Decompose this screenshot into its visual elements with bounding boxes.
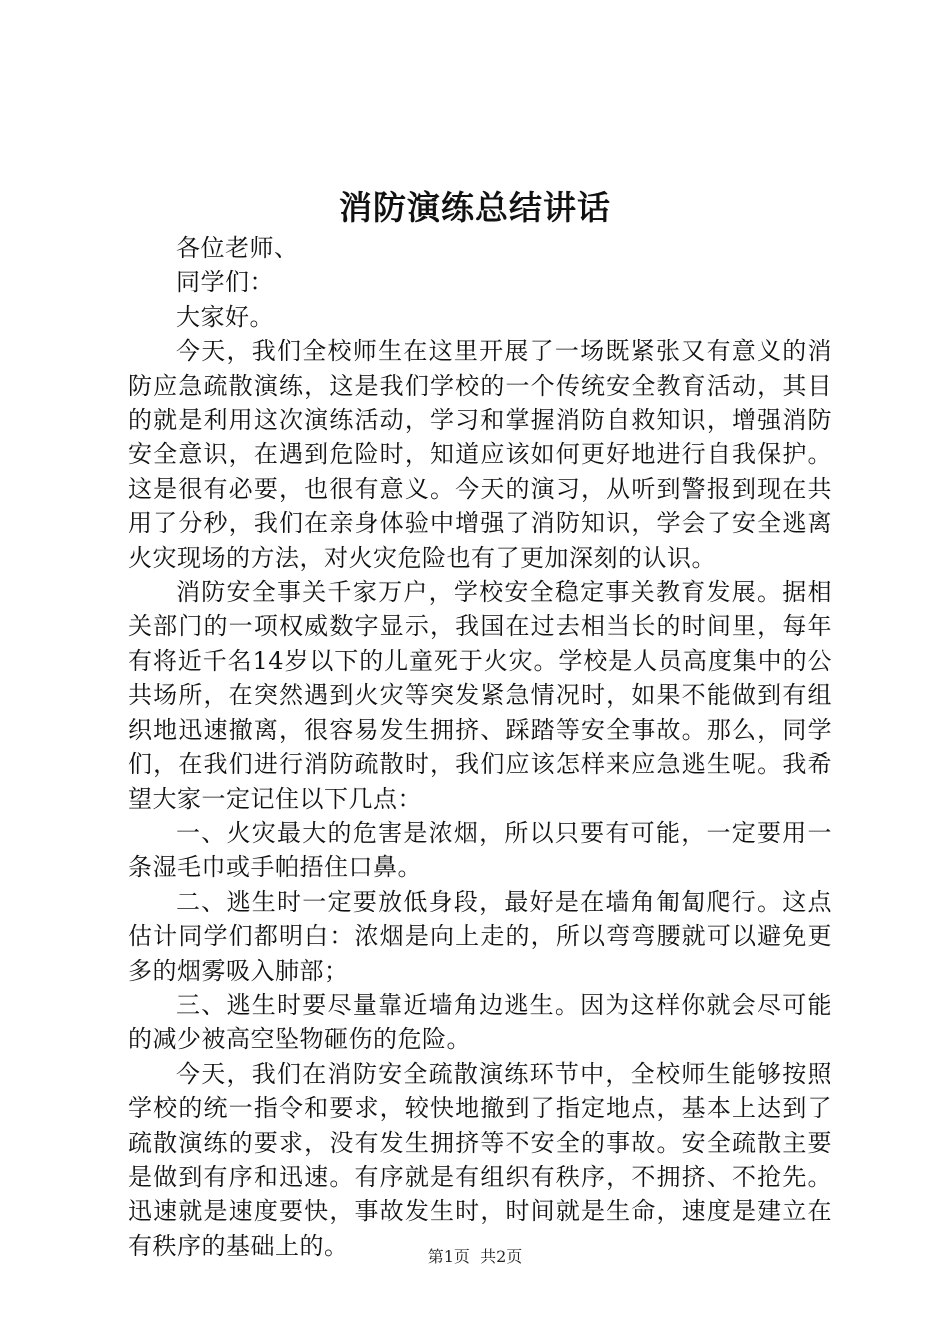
tip-one: 一、火灾最大的危害是浓烟，所以只要有可能，一定要用一条湿毛巾或手帕捂住口鼻。 <box>128 818 832 882</box>
paragraph-summary: 今天，我们在消防安全疏散演练环节中，全校师生能够按照学校的统一指令和要求，较快地撤到了指定地点，基本上达到了疏散演练的要求，没有发生拥挤等不安全的事故。安全疏散主要是做到有序和迅速。有序就是有组织有秩序，不拥挤、不抢先。迅速就是速度要快，事故发生时，时间就是生命，速度是建立在有秩序的基础上的。 <box>128 1059 832 1260</box>
tip-two: 二、逃生时一定要放低身段，最好是在墙角匍匐爬行。这点估计同学们都明白：浓烟是向上走的，所以弯弯腰就可以避免更多的烟雾吸入肺部； <box>128 887 832 985</box>
salutation-students: 同学们： <box>176 268 274 297</box>
salutation-teachers: 各位老师、 <box>176 234 299 262</box>
greeting: 大家好。 <box>176 302 274 331</box>
document-title: 消防演练总结讲话 <box>339 188 611 227</box>
page-number: 第1页 共2页 <box>427 1247 523 1266</box>
document-body <box>128 231 832 1263</box>
paragraph-importance: 消防安全事关千家万户，学校安全稳定事关教育发展。据相关部门的一项权威数字显示，我国在过去相当长的时间里，每年有将近千名14岁以下的儿童死于火灾。学校是人员高度集中的公共场所，在突然遇到火灾等突发紧急情况时，如果不能做到有组织地迅速撤离，很容易发生拥挤、踩踏等安全事故。那么，同学们，在我们进行消防疏散时，我们应该怎样来应急逃生呢。我希望大家一定记住以下几点： <box>128 578 832 813</box>
paragraph-intro: 今天，我们全校师生在这里开展了一场既紧张又有意义的消防应急疏散演练，这是我们学校的一个传统安全教育活动，其目的就是利用这次演练活动，学习和掌握消防自救知识，增强消防安全意识，在遇到危险时，知道应该如何更好地进行自我保护。这是很有必要，也很有意义。今天的演习，从听到警报到现在共用了分秒，我们在亲身体验中增强了消防知识，学会了安全逃离火灾现场的方法，对火灾危险也有了更加深刻的认识。 <box>128 337 832 572</box>
tip-three: 三、逃生时要尽量靠近墙角边逃生。因为这样你就会尽可能的减少被高空坠物砸伤的危险。 <box>128 990 832 1054</box>
